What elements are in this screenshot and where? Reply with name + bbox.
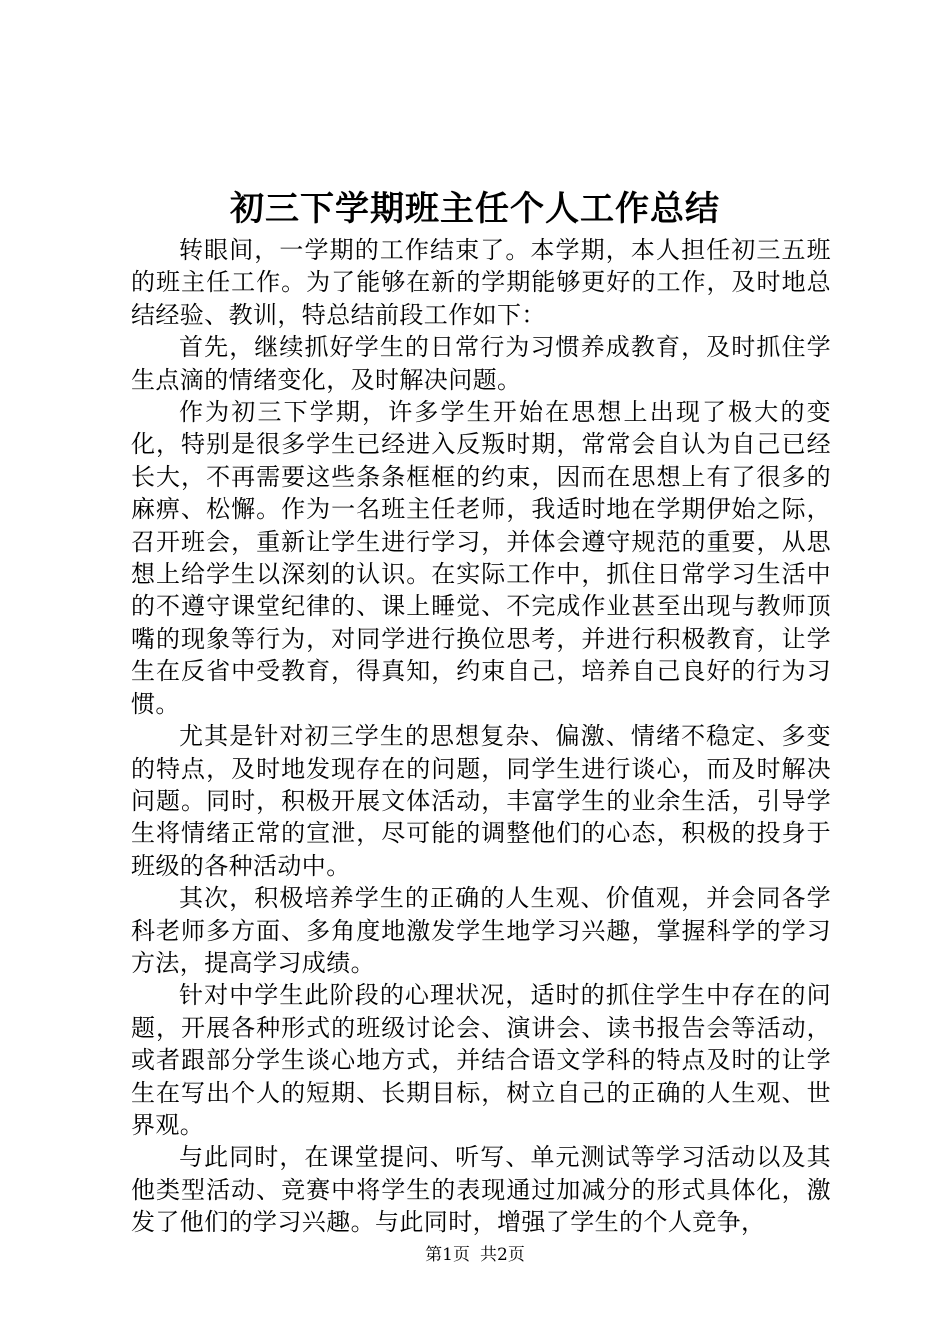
document-title: 初三下学期班主任个人工作总结	[230, 189, 720, 229]
document-body	[131, 234, 831, 1239]
paragraph: 针对中学生此阶段的心理状况，适时的抓住学生中存在的问题，开展各种形式的班级讨论会、演讲会、读书报告会等活动，或者跟部分学生谈心地方式，并结合语文学科的特点及时的让学生在写出个人的短期、长期目标，树立自己的正确的人生观、世界观。	[131, 981, 831, 1139]
paragraph: 转眼间，一学期的工作结束了。本学期，本人担任初三五班的班主任工作。为了能够在新的学期能够更好的工作，及时地总结经验、教训，特总结前段工作如下：	[131, 236, 831, 329]
page-footer	[0, 1243, 950, 1267]
page-total: 共2页	[480, 1245, 525, 1265]
paragraph: 作为初三下学期，许多学生开始在思想上出现了极大的变化，特别是很多学生已经进入反叛时期，常常会自认为自己已经长大，不再需要这些条条框框的约束，因而在思想上有了很多的麻痹、松懈。作为一名班主任老师，我适时地在学期伊始之际，召开班会，重新让学生进行学习，并体会遵守规范的重要，从思想上给学生以深刻的认识。在实际工作中，抓住日常学习生活中的不遵守课堂纪律的、课上睡觉、不完成作业甚至出现与教师顶嘴的现象等行为，对同学进行换位思考，并进行积极教育，让学生在反省中受教育，得真知，约束自己，培养自己良好的行为习惯。	[131, 398, 831, 718]
paragraph: 与此同时，在课堂提问、听写、单元测试等学习活动以及其他类型活动、竞赛中将学生的表现通过加减分的形式具体化，激发了他们的学习兴趣。与此同时，增强了学生的个人竞争，	[131, 1143, 831, 1237]
page-number: 第1页	[425, 1245, 470, 1265]
paragraph: 首先，继续抓好学生的日常行为习惯养成教育，及时抓住学生点滴的情绪变化，及时解决问题。	[131, 333, 831, 394]
paragraph: 其次，积极培养学生的正确的人生观、价值观，并会同各学科老师多方面、多角度地激发学生地学习兴趣，掌握科学的学习方法，提高学习成绩。	[131, 884, 831, 977]
paragraph: 尤其是针对初三学生的思想复杂、偏激、情绪不稳定、多变的特点，及时地发现存在的问题，同学生进行谈心，而及时解决问题。同时，积极开展文体活动，丰富学生的业余生活，引导学生将情绪正常的宣泄，尽可能的调整他们的心态，积极的投身于班级的各种活动中。	[131, 722, 831, 880]
